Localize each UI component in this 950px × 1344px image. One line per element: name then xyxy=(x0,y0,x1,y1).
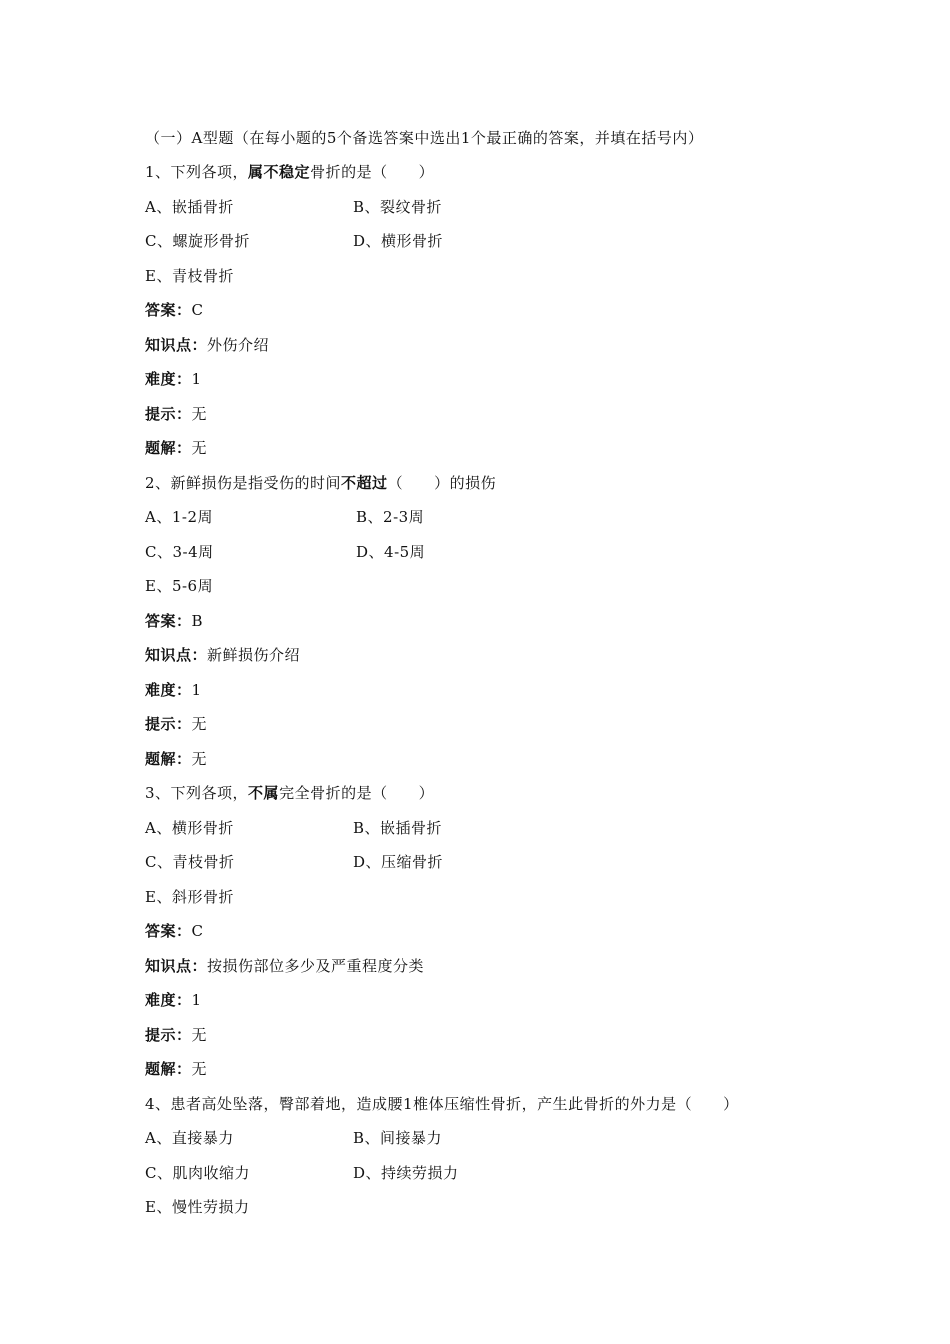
solution-value: 无 xyxy=(191,750,208,768)
option-c: C、3-4周 xyxy=(145,543,214,561)
question-4-stem: 4、患者高处坠落，臀部着地，造成腰1椎体压缩性骨折，产生此骨折的外力是（ ） xyxy=(145,1095,739,1113)
stem-text: （ ）的损伤 xyxy=(387,474,497,492)
knowledge-point-value: 按损伤部位多少及严重程度分类 xyxy=(207,957,425,975)
option-b: B、嵌插骨折 xyxy=(353,819,443,837)
hint-value: 无 xyxy=(191,715,208,733)
hint-label: 提示： xyxy=(145,405,192,423)
difficulty-value: 1 xyxy=(191,681,202,699)
solution-value: 无 xyxy=(191,439,208,457)
option-b: B、间接暴力 xyxy=(353,1129,443,1147)
difficulty-line xyxy=(145,680,202,700)
option-d: D、持续劳损力 xyxy=(353,1164,459,1182)
stem-text: 3、下列各项， xyxy=(145,784,249,802)
option-e: E、慢性劳损力 xyxy=(145,1198,250,1216)
section-header: （一）A型题（在每小题的5个备选答案中选出1个最正确的答案，并填在括号内） xyxy=(145,129,704,147)
option-e: E、青枝骨折 xyxy=(145,267,234,285)
option-a: A、1-2周 xyxy=(145,508,213,526)
solution-label: 题解： xyxy=(145,750,192,768)
solution-label: 题解： xyxy=(145,1060,192,1078)
hint-line xyxy=(145,1025,207,1045)
option-b: B、2-3周 xyxy=(356,508,425,526)
knowledge-point-line xyxy=(145,956,424,976)
difficulty-label: 难度： xyxy=(145,681,192,699)
option-e: E、5-6周 xyxy=(145,577,214,595)
solution-line xyxy=(145,438,207,458)
hint-label: 提示： xyxy=(145,1026,192,1044)
knowledge-point-label: 知识点： xyxy=(145,646,208,664)
question-1-stem xyxy=(145,162,434,182)
option-a: A、嵌插骨折 xyxy=(145,198,234,216)
stem-text: 1、下列各项， xyxy=(145,163,249,181)
hint-line xyxy=(145,714,207,734)
hint-value: 无 xyxy=(191,405,208,423)
answer-label: 答案： xyxy=(145,301,192,319)
question-2-stem xyxy=(145,473,496,493)
option-d: D、4-5周 xyxy=(356,543,426,561)
hint-line xyxy=(145,404,207,424)
question-3-stem xyxy=(145,783,434,803)
option-d: D、横形骨折 xyxy=(353,232,444,250)
difficulty-label: 难度： xyxy=(145,991,192,1009)
option-d: D、压缩骨折 xyxy=(353,853,444,871)
option-c: C、螺旋形骨折 xyxy=(145,232,250,250)
option-c: C、肌肉收缩力 xyxy=(145,1164,250,1182)
knowledge-point-value: 新鲜损伤介绍 xyxy=(207,646,301,664)
knowledge-point-label: 知识点： xyxy=(145,336,208,354)
knowledge-point-value: 外伤介绍 xyxy=(207,336,270,354)
difficulty-line xyxy=(145,990,202,1010)
stem-text: 完全骨折的是（ ） xyxy=(279,784,435,802)
solution-label: 题解： xyxy=(145,439,192,457)
answer-value: C xyxy=(191,922,204,940)
answer-value: C xyxy=(191,301,204,319)
option-c: C、青枝骨折 xyxy=(145,853,235,871)
option-a: A、直接暴力 xyxy=(145,1129,234,1147)
answer-line xyxy=(145,300,204,320)
knowledge-point-line xyxy=(145,335,269,355)
hint-value: 无 xyxy=(191,1026,208,1044)
hint-label: 提示： xyxy=(145,715,192,733)
stem-emphasis: 不超过 xyxy=(341,474,388,492)
solution-line xyxy=(145,749,207,769)
knowledge-point-line xyxy=(145,645,300,665)
stem-text: 骨折的是（ ） xyxy=(310,163,435,181)
knowledge-point-label: 知识点： xyxy=(145,957,208,975)
option-e: E、斜形骨折 xyxy=(145,888,234,906)
stem-emphasis: 属不稳定 xyxy=(248,163,311,181)
solution-value: 无 xyxy=(191,1060,208,1078)
stem-emphasis: 不属 xyxy=(248,784,280,802)
answer-label: 答案： xyxy=(145,922,192,940)
difficulty-value: 1 xyxy=(191,370,202,388)
answer-line xyxy=(145,921,204,941)
option-a: A、横形骨折 xyxy=(145,819,234,837)
option-b: B、裂纹骨折 xyxy=(353,198,443,216)
answer-value: B xyxy=(191,612,204,630)
answer-line xyxy=(145,611,203,631)
difficulty-line xyxy=(145,369,202,389)
difficulty-label: 难度： xyxy=(145,370,192,388)
difficulty-value: 1 xyxy=(191,991,202,1009)
answer-label: 答案： xyxy=(145,612,192,630)
solution-line xyxy=(145,1059,207,1079)
stem-text: 2、新鲜损伤是指受伤的时间 xyxy=(145,474,342,492)
